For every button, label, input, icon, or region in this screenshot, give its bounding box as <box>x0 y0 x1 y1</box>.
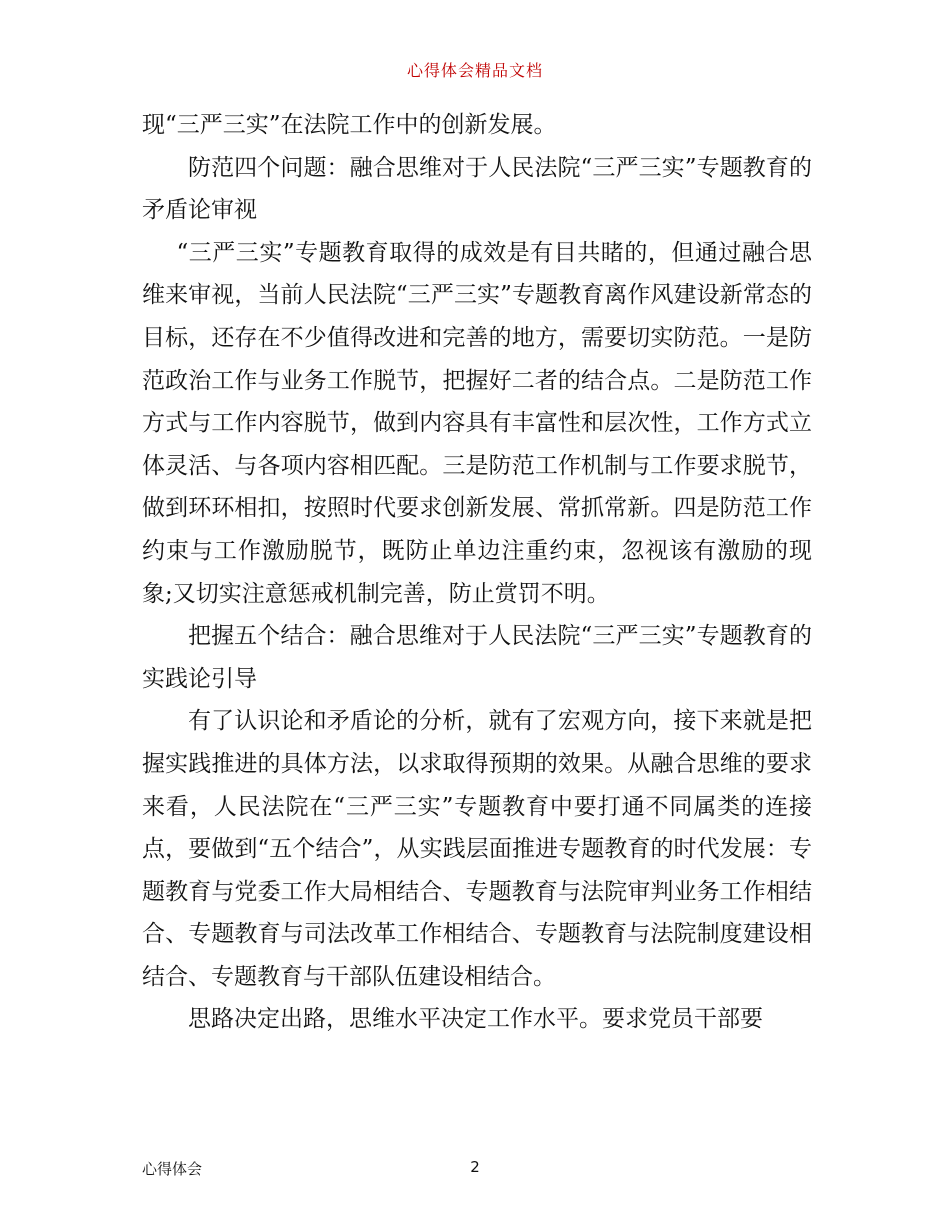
document-body <box>142 104 812 1041</box>
footer-label: 心得体会 <box>142 1160 203 1178</box>
page-header: 心得体会精品文档 <box>406 61 543 80</box>
section-heading-four-problems: 防范四个问题：融合思维对于人民法院“三严三实”专题教育的矛盾论审视 <box>142 154 812 224</box>
paragraph-body: 思路决定出路，思维水平决定工作水平。要求党员干部要 <box>188 1006 763 1033</box>
paragraph-body: “三严三实”专题教育取得的成效是有目共睹的，但通过融合思维来审视，当前人民法院“三严三实”专题教育离作风建设新常态的目标，还存在不少值得改进和完善的地方，需要切实防范。一是防范政治工作与业务工作脱节，把握好二者的结合点。二是防范工作方式与工作内容脱节，做到内容具有丰富性和层次性，工作方式立体灵活、与各项内容相匹配。三是防范工作机制与工作要求脱节，做到环环相扣，按照时代要求创新发展、常抓常新。四是防范工作约束与工作激励脱节，既防止单边注重约束，忽视该有激励的现象;又切实注意惩戒机制完善，防止赏罚不明。 <box>142 239 812 607</box>
paragraph-body: 有了认识论和矛盾论的分析，就有了宏观方向，接下来就是把握实践推进的具体方法，以求取得预期的效果。从融合思维的要求来看，人民法院在“三严三实”专题教育中要打通不同属类的连接点，要做到“五个结合”，从实践层面推进专题教育的时代发展：专题教育与党委工作大局相结合、专题教育与法院审判业务工作相结合、专题教育与司法改革工作相结合、专题教育与法院制度建设相结合、专题教育与干部队伍建设相结合。 <box>142 708 812 990</box>
paragraph-continuation: 现“三严三实”在法院工作中的创新发展。 <box>142 112 557 138</box>
page-number: 2 <box>470 1158 480 1176</box>
section-heading-five-combinations: 把握五个结合：融合思维对于人民法院“三严三实”专题教育的实践论引导 <box>142 623 812 692</box>
